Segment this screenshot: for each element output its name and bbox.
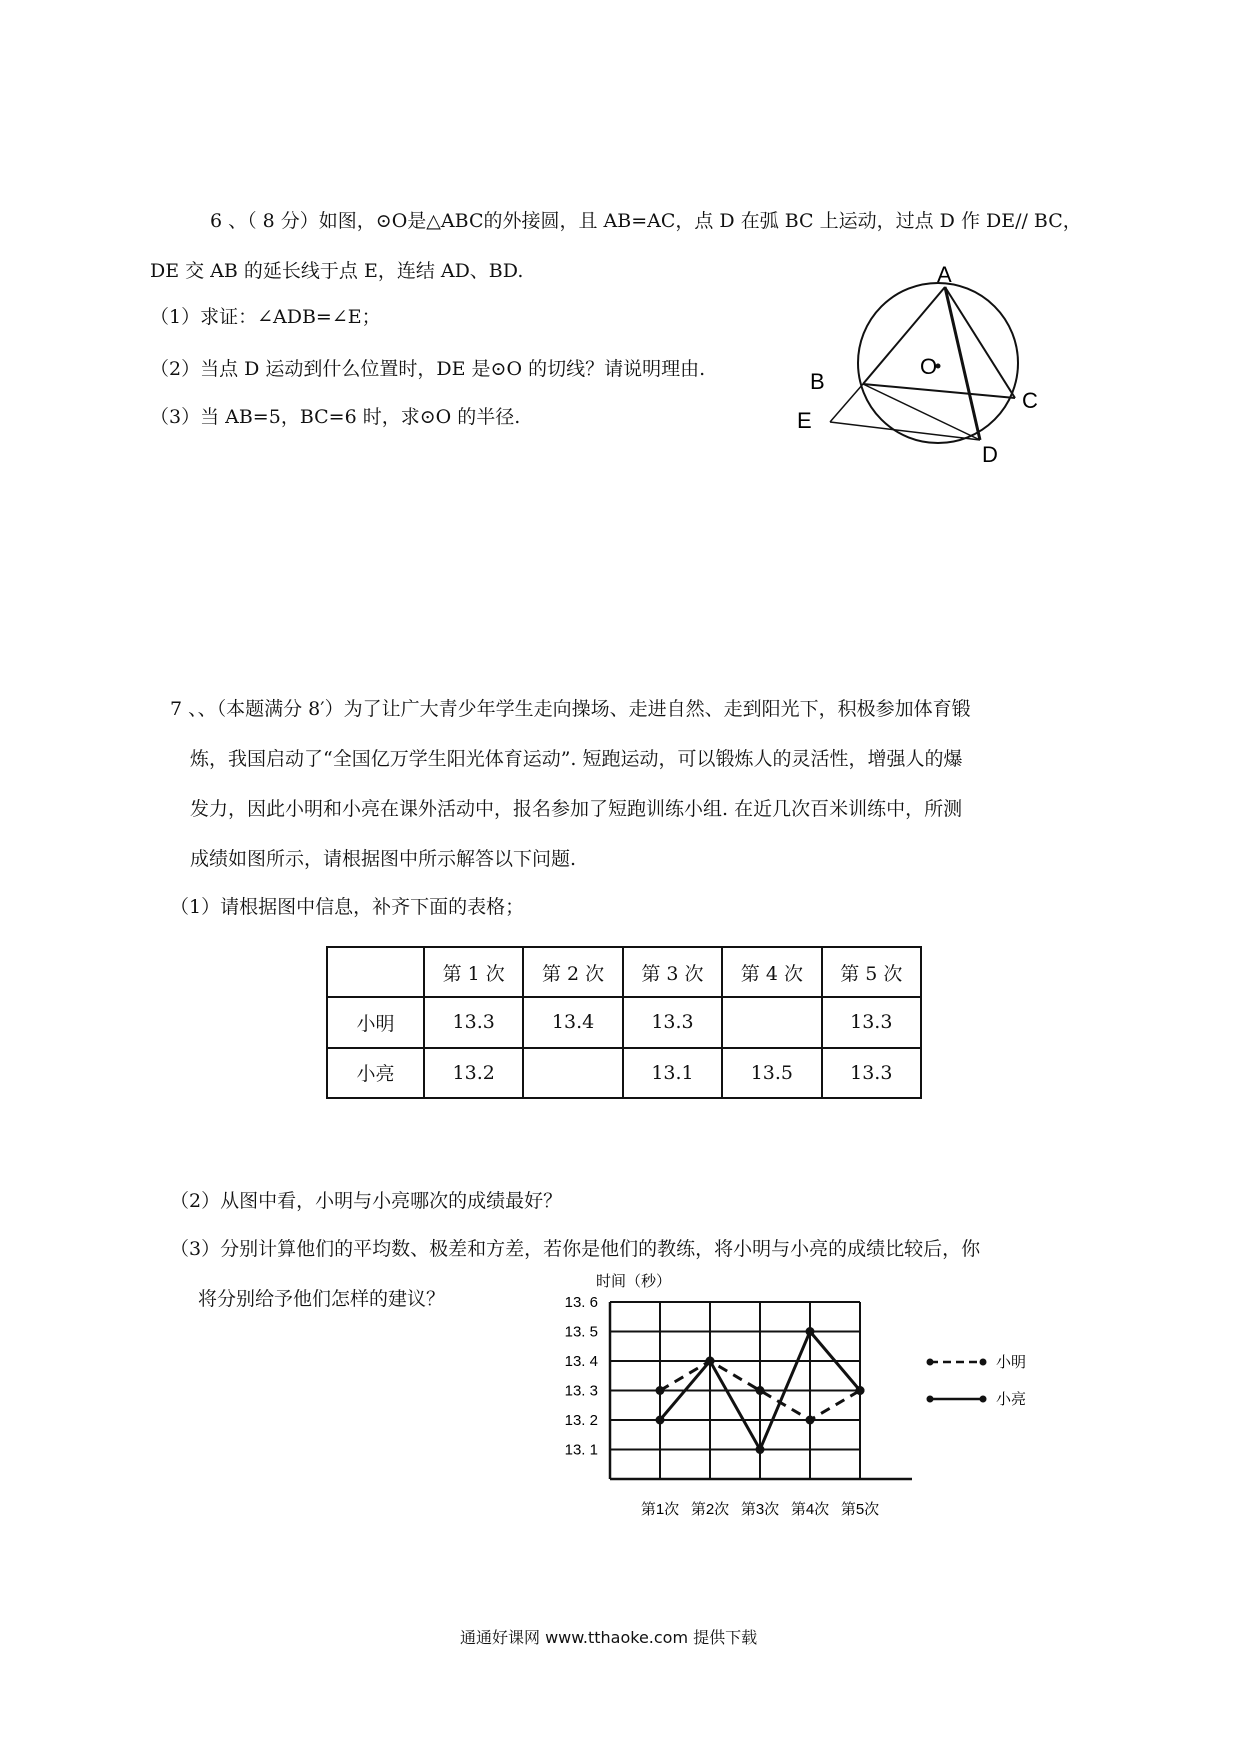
- y-tick-label: 13. 4: [564, 1353, 598, 1370]
- table-row: [327, 1048, 921, 1098]
- legend-marker: [927, 1396, 934, 1403]
- data-point: [706, 1357, 715, 1366]
- label-c: C: [1022, 388, 1038, 413]
- q7-part-3-line-1: （3）分别计算他们的平均数、极差和方差，若你是他们的教练，将小明与小亮的成绩比较后，你: [170, 1238, 981, 1260]
- q7-part-1: （1）请根据图中信息，补齐下面的表格；: [170, 896, 525, 918]
- label-o: O: [920, 354, 938, 379]
- score-table: [326, 946, 922, 1099]
- table-row: [327, 997, 921, 1047]
- q6-part-2: （2）当点 D 运动到什么位置时，DE 是⊙O 的切线？请说明理由.: [150, 358, 706, 380]
- row-name-cell: 小明: [327, 997, 424, 1047]
- circle-triangle-figure: [790, 260, 1080, 470]
- table-cell: [523, 1048, 622, 1098]
- chart-grid: [610, 1302, 860, 1479]
- q6-part-3: （3）当 AB=5，BC=6 时，求⊙O 的半径.: [150, 406, 521, 428]
- q6-part-1: （1）求证：∠ADB=∠E；: [150, 306, 381, 328]
- score-line-chart: [540, 1260, 1100, 1560]
- table-cell: 13.2: [424, 1048, 523, 1098]
- data-point: [856, 1386, 865, 1395]
- table-cell: 13.5: [722, 1048, 821, 1098]
- q7-line-1: 7 、、（本题满分 8′）为了让广大青少年学生走向操场、走进自然、走到阳光下，积极参加体育锻: [170, 698, 971, 720]
- q7-line-4: 成绩如图所示，请根据图中所示解答以下问题.: [190, 848, 577, 870]
- table-header-cell: 第 4 次: [722, 947, 821, 997]
- x-tick-label: 第4次: [790, 1501, 830, 1518]
- legend-marker: [927, 1359, 934, 1366]
- legend-label: 小明: [996, 1354, 1027, 1371]
- table-header-cell: [327, 947, 424, 997]
- q7-part-2: （2）从图中看，小明与小亮哪次的成绩最好？: [170, 1190, 563, 1212]
- table-cell: 13.3: [424, 997, 523, 1047]
- table-cell: 13.3: [822, 997, 921, 1047]
- label-b: B: [810, 369, 825, 394]
- segment-bc: [863, 384, 1015, 398]
- table-header-cell: 第 2 次: [523, 947, 622, 997]
- label-d: D: [982, 442, 998, 467]
- label-e: E: [797, 408, 812, 433]
- q6-line-1: 6 、（ 8 分）如图，⊙O是△ABC的外接圆，且 AB=AC，点 D 在弧 BC 上运动，过点 D 作 DE// BC，: [210, 210, 1082, 232]
- data-point: [756, 1386, 765, 1395]
- table-cell: 13.3: [623, 997, 722, 1047]
- page-footer: 通通好课网 www.tthaoke.com 提供下载: [460, 1628, 758, 1647]
- table-header-cell: 第 1 次: [424, 947, 523, 997]
- data-point: [806, 1416, 815, 1425]
- x-tick-label: 第1次: [640, 1501, 680, 1518]
- legend-marker: [980, 1396, 987, 1403]
- q6-line-2: DE 交 AB 的延长线于点 E，连结 AD、BD.: [150, 260, 524, 282]
- label-a: A: [937, 262, 952, 287]
- y-tick-label: 13. 2: [564, 1412, 598, 1429]
- x-tick-label: 第3次: [740, 1501, 780, 1518]
- q7-line-3: 发力，因此小明和小亮在课外活动中，报名参加了短跑训练小组. 在近几次百米训练中，所测: [190, 798, 963, 820]
- table-header-row: [327, 947, 921, 997]
- segment-ac: [945, 287, 1015, 398]
- y-tick-label: 13. 6: [564, 1294, 598, 1311]
- x-tick-label: 第5次: [840, 1501, 880, 1518]
- segment-be: [830, 384, 863, 422]
- table-header-cell: 第 3 次: [623, 947, 722, 997]
- segment-de: [830, 422, 980, 440]
- data-point: [806, 1327, 815, 1336]
- x-tick-label: 第2次: [690, 1501, 730, 1518]
- table-cell: 13.4: [523, 997, 622, 1047]
- chart-text: [565, 1273, 1026, 1518]
- y-tick-label: 13. 5: [564, 1323, 598, 1341]
- data-point: [756, 1445, 765, 1454]
- legend-marker: [980, 1359, 987, 1366]
- segment-ad: [945, 287, 980, 440]
- row-name-cell: 小亮: [327, 1048, 424, 1098]
- table-cell: 13.1: [623, 1048, 722, 1098]
- q7-line-2: 炼，我国启动了“全国亿万学生阳光体育运动”. 短跑运动，可以锻炼人的灵活性，增强人的爆: [190, 748, 963, 770]
- table-cell: [722, 997, 821, 1047]
- q7-part-3-line-2: 将分别给予他们怎样的建议？: [198, 1288, 446, 1310]
- table-header-cell: 第 5 次: [822, 947, 921, 997]
- y-tick-label: 13. 1: [564, 1441, 598, 1459]
- data-point: [656, 1386, 665, 1395]
- y-axis-label: 时间（秒）: [596, 1273, 672, 1290]
- data-point: [656, 1416, 665, 1425]
- table-cell: 13.3: [822, 1048, 921, 1098]
- y-tick-label: 13. 3: [564, 1382, 598, 1400]
- legend-label: 小亮: [996, 1391, 1027, 1408]
